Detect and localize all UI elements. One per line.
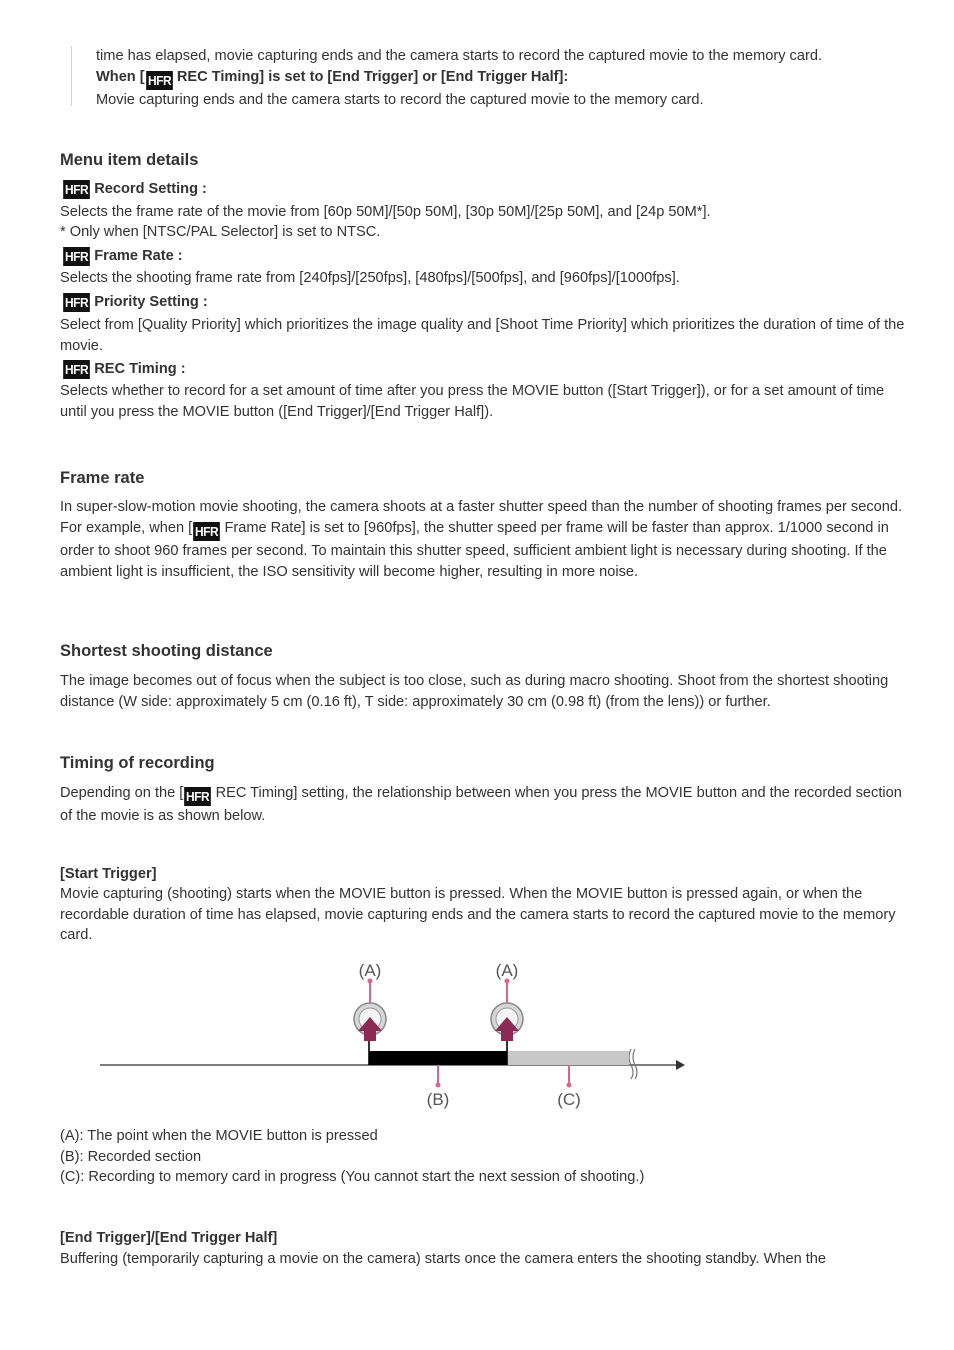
frame-rate-text (60, 497, 905, 583)
legend-item: (C): Recording to memory card in progress (You cannot start the next session of shooting.) (60, 1169, 645, 1185)
timing-text (60, 783, 905, 827)
legend-item: (A): The point when the MOVIE button is pressed (60, 1128, 378, 1144)
axis-break-mark (633, 1049, 637, 1079)
hfr-icon: HFR (195, 524, 219, 539)
movie-button-press-marker (354, 979, 386, 1042)
intro-when-suffix: REC Timing] is set to [End Trigger] or [End Trigger Half]: (176, 68, 569, 85)
hfr-icon: HFR (65, 361, 89, 377)
menu-item-frame-rate-title (62, 246, 183, 266)
start-trigger-heading: [Start Trigger] (60, 866, 157, 882)
menu-item-record-setting-note: * Only when [NTSC/PAL Selector] is set to NTSC. (60, 224, 381, 240)
axis-break-mark (629, 1049, 633, 1079)
end-trigger-heading: [End Trigger]/[End Trigger Half] (60, 1230, 278, 1246)
recorded-section-pointer (436, 1065, 441, 1088)
diagram-legend (60, 1126, 905, 1188)
shortest-distance-text: The image becomes out of focus when the subject is too close, such as during macro shooting. Shoot from the shortest shooting distance (W side: approximately 5 cm (0.16 ft), T side: approximately 30 cm (0.98 ft) (from the lens)) or further. (60, 673, 889, 710)
label-a-left: (A) (358, 961, 382, 980)
menu-item-rec-timing-desc: Selects whether to record for a set amount of time after you press the MOVIE button ([Start Trigger]), or for a set amount of time until you press the MOVIE button ([End Trigger]/[End Trigger Half]). (60, 383, 885, 420)
quote-bar (71, 46, 72, 106)
menu-item-title: REC Timing : (94, 361, 186, 377)
frame-rate-text-before: In super-slow-motion movie shooting, the camera shoots at a faster shutter speed than the number of shooting frames per second. For example, when [ (60, 499, 903, 536)
label-c: (C) (557, 1090, 581, 1109)
intro-when-line (96, 67, 916, 90)
menu-item-record-setting-title (62, 179, 207, 199)
intro-line-1: time has elapsed, movie capturing ends and the camera starts to record the captured movie to the memory card. (96, 48, 822, 64)
menu-item-title: Frame Rate : (94, 248, 183, 264)
intro-line-3: Movie capturing ends and the camera starts to record the captured movie to the memory card. (96, 91, 704, 108)
hfr-icon: HFR (147, 72, 171, 88)
frame-rate-text-after: Frame Rate] is set to [960fps], the shutter speed per frame will be faster than approx. 1/1000 second in order to shoot 960 frames per second. To maintain this shutter speed, sufficient ambient light is necessary during shooting. If the ambient light is insufficient, the ISO sensitivity will become higher, resulting in more noise. (60, 520, 889, 580)
card-writing-bar (507, 1051, 629, 1065)
menu-item-title: Record Setting : (94, 181, 207, 197)
legend-item: (B): Recorded section (60, 1148, 202, 1165)
menu-item-rec-timing-title (62, 359, 186, 379)
recorded-section-bar (369, 1051, 507, 1065)
label-b: (B) (426, 1090, 450, 1109)
menu-item-title: Priority Setting : (94, 294, 208, 310)
timing-heading: Timing of recording (60, 754, 215, 772)
frame-rate-heading: Frame rate (60, 469, 145, 487)
menu-item-priority-setting-desc: Select from [Quality Priority] which prioritizes the image quality and [Shoot Time Priority] which prioritizes the duration of time of the movie. (60, 317, 905, 354)
hfr-icon: HFR (65, 248, 89, 264)
movie-button-press-marker (491, 979, 523, 1042)
start-trigger-text: Movie capturing (shooting) starts when the MOVIE button is pressed. When the MOVIE button is pressed again, or when the recordable duration of time has elapsed, movie capturing ends and the camera starts to record the captured movie to the memory card. (60, 886, 896, 943)
shortest-distance-heading: Shortest shooting distance (60, 642, 273, 660)
timeline-arrowhead (676, 1060, 685, 1070)
hfr-icon: HFR (65, 294, 89, 310)
start-trigger-diagram (90, 955, 700, 1115)
intro-when-prefix: When [ (96, 68, 145, 85)
menu-item-priority-setting-title (62, 292, 208, 312)
hfr-icon: HFR (186, 789, 210, 804)
card-writing-pointer (567, 1065, 572, 1088)
end-trigger-text: Buffering (temporarily capturing a movie on the camera) starts once the camera enters the shooting standby. When the (60, 1251, 827, 1267)
menu-item-record-setting-desc: Selects the frame rate of the movie from [60p 50M]/[50p 50M], [30p 50M]/[25p 50M], and [24p 50M*]. (60, 204, 711, 220)
intro-block (96, 46, 916, 110)
timing-text-before: Depending on the [ (60, 785, 184, 801)
menu-item-frame-rate-desc: Selects the shooting frame rate from [240fps]/[250fps], [480fps]/[500fps], and [960fps]/[1000fps]. (60, 270, 680, 286)
hfr-icon: HFR (65, 181, 89, 197)
timing-text-after: REC Timing] setting, the relationship between when you press the MOVIE button and the recorded section of the movie is as shown below. (60, 785, 902, 824)
label-a-right: (A) (495, 961, 519, 980)
menu-details-heading: Menu item details (60, 151, 199, 169)
